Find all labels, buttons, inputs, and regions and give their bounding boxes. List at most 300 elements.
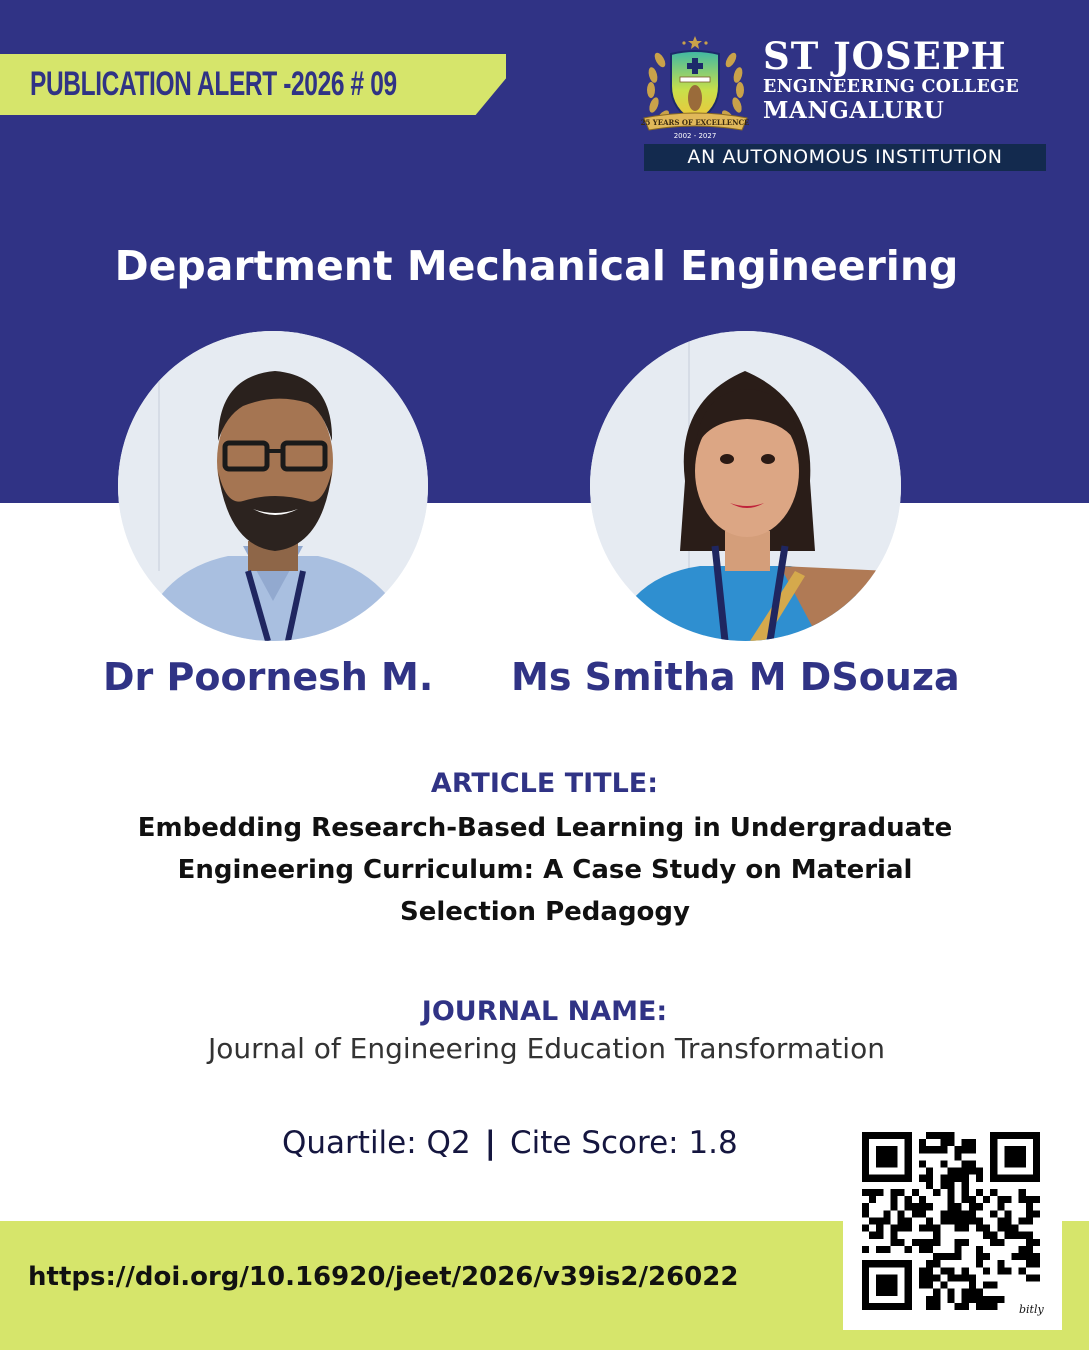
qr-module <box>990 1132 997 1139</box>
doi-link[interactable]: https://doi.org/10.16920/jeet/2026/v39is2/26022 <box>28 1262 739 1292</box>
qr-module <box>905 1146 912 1153</box>
qr-module <box>1026 1232 1033 1239</box>
qr-module <box>976 1189 983 1196</box>
qr-module <box>940 1182 947 1189</box>
qr-module <box>862 1289 869 1296</box>
qr-module <box>962 1267 969 1274</box>
qr-module <box>926 1246 933 1253</box>
qr-module <box>947 1182 954 1189</box>
qr-module <box>997 1260 1004 1267</box>
qr-module <box>1012 1132 1019 1139</box>
qr-module <box>997 1239 1004 1246</box>
qr-module <box>976 1168 983 1175</box>
qr-module <box>1019 1146 1026 1153</box>
qr-module <box>862 1203 869 1210</box>
qr-module <box>1019 1253 1026 1260</box>
qr-module <box>890 1260 897 1267</box>
qr-module <box>983 1225 990 1232</box>
qr-module <box>883 1132 890 1139</box>
qr-module <box>912 1210 919 1217</box>
qr-module <box>997 1217 1004 1224</box>
metrics-separator: | <box>484 1125 496 1161</box>
qr-module <box>862 1139 869 1146</box>
qr-module <box>883 1153 890 1160</box>
qr-module <box>919 1146 926 1153</box>
qr-module <box>898 1260 905 1267</box>
qr-module <box>876 1153 883 1160</box>
qr-module <box>990 1282 997 1289</box>
qr-module <box>1026 1274 1033 1281</box>
qr-module <box>890 1239 897 1246</box>
qr-module <box>1004 1160 1011 1167</box>
qr-module <box>1019 1175 1026 1182</box>
qr-module <box>976 1296 983 1303</box>
qr-module <box>969 1296 976 1303</box>
article-title-line-1: Embedding Research-Based Learning in Undergraduate <box>137 813 953 843</box>
qr-module <box>883 1289 890 1296</box>
qr-module <box>997 1175 1004 1182</box>
qr-module <box>962 1239 969 1246</box>
qr-module <box>890 1196 897 1203</box>
qr-module <box>926 1175 933 1182</box>
qr-module <box>926 1303 933 1310</box>
qr-module <box>905 1274 912 1281</box>
qr-module <box>898 1303 905 1310</box>
qr-module <box>876 1282 883 1289</box>
qr-module <box>912 1239 919 1246</box>
qr-module <box>955 1153 962 1160</box>
college-name-line1: ST JOSEPH <box>763 34 1007 78</box>
qr-module <box>876 1189 883 1196</box>
qr-module <box>926 1217 933 1224</box>
qr-module <box>919 1139 926 1146</box>
qr-module <box>983 1282 990 1289</box>
qr-module <box>990 1168 997 1175</box>
qr-module <box>905 1282 912 1289</box>
qr-module <box>976 1260 983 1267</box>
qr-module <box>926 1267 933 1274</box>
qr-module <box>962 1274 969 1281</box>
qr-module <box>962 1146 969 1153</box>
qr-module <box>1026 1239 1033 1246</box>
person-photo-female <box>590 331 901 641</box>
qr-module <box>926 1274 933 1281</box>
qr-module <box>1033 1274 1040 1281</box>
qr-module <box>947 1253 954 1260</box>
qr-module <box>997 1203 1004 1210</box>
qr-module <box>976 1217 983 1224</box>
qr-module <box>1026 1217 1033 1224</box>
qr-module <box>1026 1132 1033 1139</box>
cite-score-value: Cite Score: 1.8 <box>510 1125 738 1161</box>
qr-module <box>947 1210 954 1217</box>
qr-module <box>1026 1246 1033 1253</box>
qr-module <box>1012 1175 1019 1182</box>
qr-module <box>969 1289 976 1296</box>
qr-module <box>969 1282 976 1289</box>
qr-module <box>983 1232 990 1239</box>
qr-module <box>869 1196 876 1203</box>
qr-module <box>898 1132 905 1139</box>
qr-module <box>869 1132 876 1139</box>
qr-module <box>955 1175 962 1182</box>
qr-module <box>976 1225 983 1232</box>
qr-module <box>862 1246 869 1253</box>
author-name-2: Ms Smitha M DSouza <box>511 655 960 699</box>
qr-module <box>1019 1189 1026 1196</box>
qr-module <box>890 1289 897 1296</box>
qr-module <box>919 1282 926 1289</box>
person-photo-male <box>118 331 428 641</box>
qr-module <box>1004 1132 1011 1139</box>
qr-module <box>1019 1160 1026 1167</box>
qr-module <box>990 1296 997 1303</box>
qr-module <box>933 1132 940 1139</box>
article-title-line-2: Engineering Curriculum: A Case Study on Material <box>177 855 913 885</box>
qr-module <box>990 1232 997 1239</box>
qr-module <box>876 1225 883 1232</box>
qr-module <box>919 1246 926 1253</box>
qr-module <box>905 1160 912 1167</box>
qr-module <box>862 1267 869 1274</box>
qr-module <box>1019 1246 1026 1253</box>
article-title-line-3: Selection Pedagogy <box>400 897 690 927</box>
qr-module <box>962 1175 969 1182</box>
qr-module <box>947 1189 954 1196</box>
qr-module <box>862 1189 869 1196</box>
qr-module <box>1019 1196 1026 1203</box>
qr-module <box>905 1196 912 1203</box>
qr-module <box>919 1175 926 1182</box>
qr-module <box>947 1132 954 1139</box>
qr-module <box>905 1175 912 1182</box>
qr-module <box>1033 1196 1040 1203</box>
qr-module <box>869 1217 876 1224</box>
author-name-1: Dr Poornesh M. <box>103 655 434 699</box>
qr-module <box>940 1139 947 1146</box>
qr-module <box>933 1225 940 1232</box>
qr-module <box>940 1175 947 1182</box>
qr-module <box>905 1303 912 1310</box>
qr-module <box>969 1203 976 1210</box>
qr-module <box>1019 1217 1026 1224</box>
qr-module <box>990 1210 997 1217</box>
qr-module <box>983 1296 990 1303</box>
qr-module <box>862 1175 869 1182</box>
qr-module <box>955 1203 962 1210</box>
qr-module <box>919 1160 926 1167</box>
qr-module <box>883 1175 890 1182</box>
author-photo-2 <box>590 331 901 641</box>
qr-module <box>1004 1217 1011 1224</box>
qr-module <box>876 1274 883 1281</box>
qr-module <box>1033 1146 1040 1153</box>
qr-module <box>997 1267 1004 1274</box>
qr-module <box>933 1303 940 1310</box>
journal-metrics <box>282 1120 738 1166</box>
qr-module <box>869 1232 876 1239</box>
qr-module <box>926 1203 933 1210</box>
qr-module <box>898 1225 905 1232</box>
qr-module <box>969 1168 976 1175</box>
qr-module <box>1012 1225 1019 1232</box>
qr-module <box>905 1225 912 1232</box>
qr-module <box>905 1267 912 1274</box>
qr-module <box>926 1239 933 1246</box>
autonomous-tagline: AN AUTONOMOUS INSTITUTION <box>644 144 1046 171</box>
qr-module <box>883 1303 890 1310</box>
qr-module <box>947 1289 954 1296</box>
qr-module <box>990 1153 997 1160</box>
qr-module <box>876 1303 883 1310</box>
qr-module <box>883 1210 890 1217</box>
qr-module <box>905 1217 912 1224</box>
qr-module <box>890 1232 897 1239</box>
qr-module <box>926 1282 933 1289</box>
qr-module <box>1033 1175 1040 1182</box>
qr-module <box>933 1239 940 1246</box>
qr-module <box>905 1260 912 1267</box>
qr-module <box>919 1210 926 1217</box>
qr-module <box>969 1210 976 1217</box>
qr-module <box>876 1175 883 1182</box>
qr-module <box>1019 1153 1026 1160</box>
qr-module <box>890 1225 897 1232</box>
qr-module <box>955 1303 962 1310</box>
qr-module <box>862 1296 869 1303</box>
qr-module <box>905 1289 912 1296</box>
qr-module <box>940 1267 947 1274</box>
qr-module <box>1033 1160 1040 1167</box>
qr-module <box>1004 1153 1011 1160</box>
qr-module <box>926 1225 933 1232</box>
publication-alert-label: PUBLICATION ALERT -2026 # 09 <box>30 65 397 103</box>
qr-module <box>883 1260 890 1267</box>
qr-module <box>1019 1232 1026 1239</box>
qr-module <box>940 1282 947 1289</box>
qr-module <box>997 1296 1004 1303</box>
qr-module <box>876 1246 883 1253</box>
qr-module <box>947 1267 954 1274</box>
qr-module <box>990 1160 997 1167</box>
qr-module <box>905 1132 912 1139</box>
qr-module <box>969 1217 976 1224</box>
qr-module <box>1004 1196 1011 1203</box>
qr-module <box>940 1146 947 1153</box>
journal-name: Journal of Engineering Education Transformation <box>208 1032 885 1065</box>
qr-module <box>976 1253 983 1260</box>
qr-module <box>947 1274 954 1281</box>
qr-module <box>876 1146 883 1153</box>
qr-module <box>955 1146 962 1153</box>
qr-module <box>905 1153 912 1160</box>
qr-module <box>933 1296 940 1303</box>
qr-module <box>955 1246 962 1253</box>
qr-code-icon[interactable] <box>862 1132 1040 1310</box>
qr-module <box>955 1168 962 1175</box>
qr-module <box>947 1139 954 1146</box>
qr-module <box>1026 1253 1033 1260</box>
qr-module <box>905 1203 912 1210</box>
qr-module <box>955 1225 962 1232</box>
qr-module <box>933 1232 940 1239</box>
qr-module <box>962 1303 969 1310</box>
qr-module <box>1004 1267 1011 1274</box>
qr-module <box>926 1260 933 1267</box>
qr-module <box>962 1160 969 1167</box>
qr-module <box>919 1274 926 1281</box>
qr-module <box>1033 1210 1040 1217</box>
qr-module <box>862 1132 869 1139</box>
qr-module <box>883 1246 890 1253</box>
star-icon <box>682 36 707 49</box>
qr-module <box>905 1139 912 1146</box>
qr-module <box>962 1168 969 1175</box>
qr-module <box>990 1189 997 1196</box>
qr-module <box>933 1146 940 1153</box>
qr-module <box>976 1175 983 1182</box>
qr-module <box>933 1274 940 1281</box>
qr-module <box>940 1217 947 1224</box>
qr-module <box>876 1260 883 1267</box>
qr-module <box>905 1168 912 1175</box>
qr-brand-label: bitly <box>1019 1303 1044 1316</box>
qr-module <box>876 1160 883 1167</box>
qr-module <box>1004 1225 1011 1232</box>
qr-module <box>862 1274 869 1281</box>
qr-module <box>1012 1253 1019 1260</box>
college-name <box>763 36 1019 124</box>
qr-module <box>869 1175 876 1182</box>
qr-module <box>969 1160 976 1167</box>
qr-module <box>890 1160 897 1167</box>
qr-module <box>962 1182 969 1189</box>
qr-module <box>912 1189 919 1196</box>
qr-module <box>947 1217 954 1224</box>
qr-module <box>1033 1168 1040 1175</box>
college-name-line2: ENGINEERING COLLEGE <box>763 77 1020 97</box>
qr-module <box>962 1196 969 1203</box>
qr-module <box>962 1225 969 1232</box>
qr-module <box>890 1175 897 1182</box>
qr-module <box>1033 1139 1040 1146</box>
qr-module <box>969 1146 976 1153</box>
qr-module <box>983 1303 990 1310</box>
qr-module <box>1033 1132 1040 1139</box>
qr-code-panel[interactable] <box>843 1114 1062 1330</box>
qr-module <box>1026 1175 1033 1182</box>
college-name-line3: MANGALURU <box>763 97 945 124</box>
qr-module <box>947 1203 954 1210</box>
qr-module <box>890 1203 897 1210</box>
quartile-value: Quartile: Q2 <box>282 1125 471 1161</box>
qr-module <box>933 1260 940 1267</box>
qr-module <box>990 1239 997 1246</box>
qr-module <box>933 1253 940 1260</box>
qr-module <box>876 1217 883 1224</box>
qr-module <box>947 1168 954 1175</box>
qr-module <box>940 1132 947 1139</box>
qr-module <box>883 1274 890 1281</box>
qr-module <box>955 1210 962 1217</box>
qr-module <box>898 1239 905 1246</box>
qr-module <box>898 1217 905 1224</box>
qr-module <box>890 1146 897 1153</box>
qr-module <box>890 1153 897 1160</box>
qr-module <box>862 1168 869 1175</box>
qr-module <box>955 1253 962 1260</box>
article-title <box>60 807 1030 933</box>
qr-module <box>983 1253 990 1260</box>
qr-module <box>990 1139 997 1146</box>
qr-module <box>919 1196 926 1203</box>
author-photo-1 <box>118 331 428 641</box>
qr-module <box>969 1274 976 1281</box>
qr-module <box>898 1210 905 1217</box>
journal-name-label: JOURNAL NAME: <box>421 996 668 1027</box>
qr-module <box>962 1289 969 1296</box>
qr-module <box>926 1168 933 1175</box>
qr-module <box>883 1282 890 1289</box>
qr-module <box>983 1267 990 1274</box>
qr-module <box>1026 1210 1033 1217</box>
qr-module <box>862 1225 869 1232</box>
qr-module <box>905 1296 912 1303</box>
qr-module <box>976 1303 983 1310</box>
qr-module <box>862 1303 869 1310</box>
qr-module <box>869 1303 876 1310</box>
qr-module <box>1012 1153 1019 1160</box>
qr-module <box>955 1274 962 1281</box>
qr-module <box>990 1146 997 1153</box>
qr-module <box>955 1239 962 1246</box>
qr-module <box>1004 1232 1011 1239</box>
qr-module <box>969 1139 976 1146</box>
qr-module <box>990 1303 997 1310</box>
qr-module <box>862 1160 869 1167</box>
qr-module <box>962 1210 969 1217</box>
qr-module <box>883 1217 890 1224</box>
qr-module <box>876 1289 883 1296</box>
qr-module <box>869 1260 876 1267</box>
qr-module <box>1012 1146 1019 1153</box>
qr-module <box>869 1189 876 1196</box>
qr-module <box>947 1196 954 1203</box>
qr-module <box>955 1217 962 1224</box>
qr-module <box>926 1146 933 1153</box>
qr-module <box>969 1196 976 1203</box>
qr-module <box>1026 1260 1033 1267</box>
qr-module <box>976 1246 983 1253</box>
qr-module <box>940 1210 947 1217</box>
qr-module <box>883 1160 890 1167</box>
qr-module <box>1033 1153 1040 1160</box>
qr-module <box>876 1132 883 1139</box>
qr-module <box>1026 1196 1033 1203</box>
qr-module <box>883 1146 890 1153</box>
qr-module <box>862 1210 869 1217</box>
qr-module <box>990 1175 997 1182</box>
qr-module <box>919 1203 926 1210</box>
qr-module <box>1004 1175 1011 1182</box>
emblem-years-text: 2002 - 2027 <box>673 132 717 140</box>
qr-module <box>926 1132 933 1139</box>
qr-module <box>890 1303 897 1310</box>
qr-module <box>947 1296 954 1303</box>
qr-module <box>976 1289 983 1296</box>
qr-module <box>1012 1232 1019 1239</box>
qr-module <box>862 1146 869 1153</box>
